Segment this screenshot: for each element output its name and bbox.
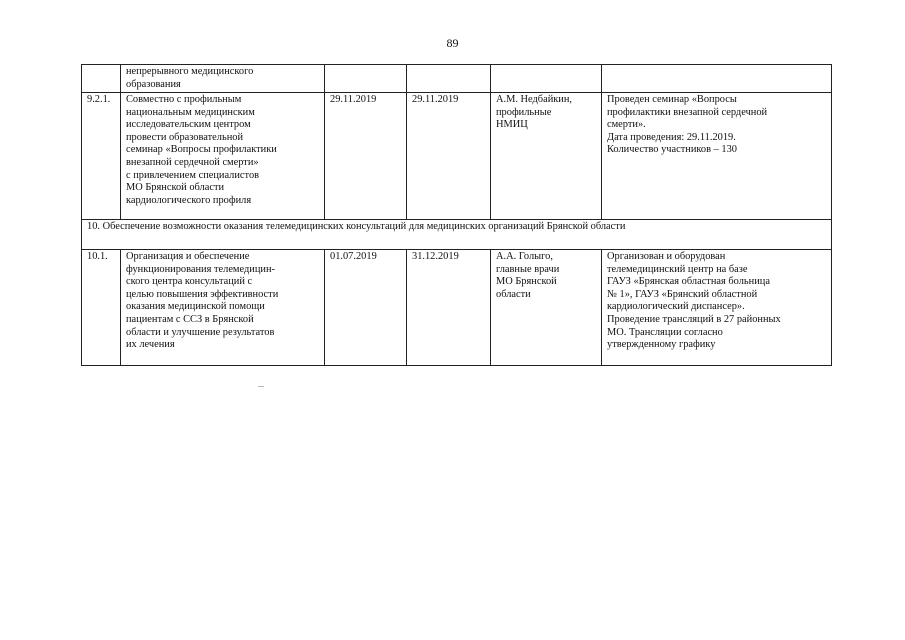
cell-start-date: 29.11.2019 (325, 93, 407, 220)
section-title: 10. Обеспечение возможности оказания телемедицинских консультаций для медицинских организаций Брянской области (82, 220, 832, 250)
table-row-9-2-1 (82, 93, 832, 220)
text-line: Организация и обеспечение (126, 251, 250, 262)
text-line: профилактики внезапной сердечной (607, 106, 768, 118)
cell-result (602, 250, 832, 366)
table-row-continuation (82, 65, 832, 93)
text-line: утвержденному графику (607, 339, 716, 351)
table-row-section-10 (82, 220, 832, 250)
cell-start-date: 01.07.2019 (325, 250, 407, 366)
text-line: А.М. Недбайкин, (496, 94, 573, 105)
page-number: 89 (446, 36, 459, 50)
text-line: Организован и оборудован (607, 251, 726, 262)
text-line: профильные (496, 106, 552, 118)
text-line: непрерывного медицинского (126, 66, 254, 77)
text-line: Проведение трансляций в 27 районных (607, 313, 781, 325)
text-line: МО Брянской области (126, 182, 225, 194)
text-line: МО. Трансляции согласно (607, 326, 723, 338)
text-line: А.А. Голыго, (496, 251, 553, 262)
text-line: с привлечением специалистов (126, 169, 260, 181)
text-line: главные врачи (496, 263, 560, 275)
cell-number: 9.2.1. (82, 93, 121, 220)
text-line: провести образовательной (126, 131, 244, 143)
text-line: НМИЦ (496, 119, 528, 131)
text-line: области и улучшение результатов (126, 326, 275, 338)
text-line: их лечения (126, 339, 175, 351)
cell-responsible (491, 93, 602, 220)
text-line: кардиологический диспансер». (607, 301, 745, 313)
text-line: ГАУЗ «Брянская областная больница (607, 276, 770, 288)
text-line: области (496, 288, 531, 300)
cell-result (602, 93, 832, 220)
text-line: исследовательским центром (126, 119, 251, 131)
text-line: № 1», ГАУЗ «Брянский областной (607, 288, 758, 300)
stray-mark (258, 386, 264, 387)
text-line: смерти». (607, 119, 646, 131)
text-line: семинар «Вопросы профилактики (126, 144, 277, 156)
cell-number: 10.1. (82, 250, 121, 366)
cell-responsible (491, 65, 602, 93)
text-line: Проведен семинар «Вопросы (607, 94, 737, 105)
text-line: МО Брянской (496, 276, 557, 288)
cell-number (82, 65, 121, 93)
cell-task (121, 93, 325, 220)
text-line: целью повышения эффективности (126, 288, 279, 300)
text-line: образования (126, 78, 181, 90)
measures-table (81, 64, 832, 366)
text-line: пациентам с ССЗ в Брянской (126, 313, 254, 325)
text-line: кардиологического профиля (126, 194, 252, 206)
cell-task (121, 65, 325, 93)
text-line: Совместно с профильным (126, 94, 242, 105)
text-line: ского центра консультаций с (126, 276, 253, 288)
cell-end-date (407, 65, 491, 93)
cell-result (602, 65, 832, 93)
text-line: национальным медицинским (126, 106, 255, 118)
table-row-10-1 (82, 250, 832, 366)
text-line: Дата проведения: 29.11.2019. (607, 131, 736, 143)
text-line: функционирования телемедицин- (126, 263, 275, 275)
text-line: телемедицинский центр на базе (607, 263, 748, 275)
cell-end-date: 31.12.2019 (407, 250, 491, 366)
cell-responsible (491, 250, 602, 366)
text-line: оказания медицинской помощи (126, 301, 265, 313)
text-line: внезапной сердечной смерти» (126, 156, 259, 168)
text-line: Количество участников – 130 (607, 144, 737, 156)
cell-start-date (325, 65, 407, 93)
cell-end-date: 29.11.2019 (407, 93, 491, 220)
cell-task (121, 250, 325, 366)
